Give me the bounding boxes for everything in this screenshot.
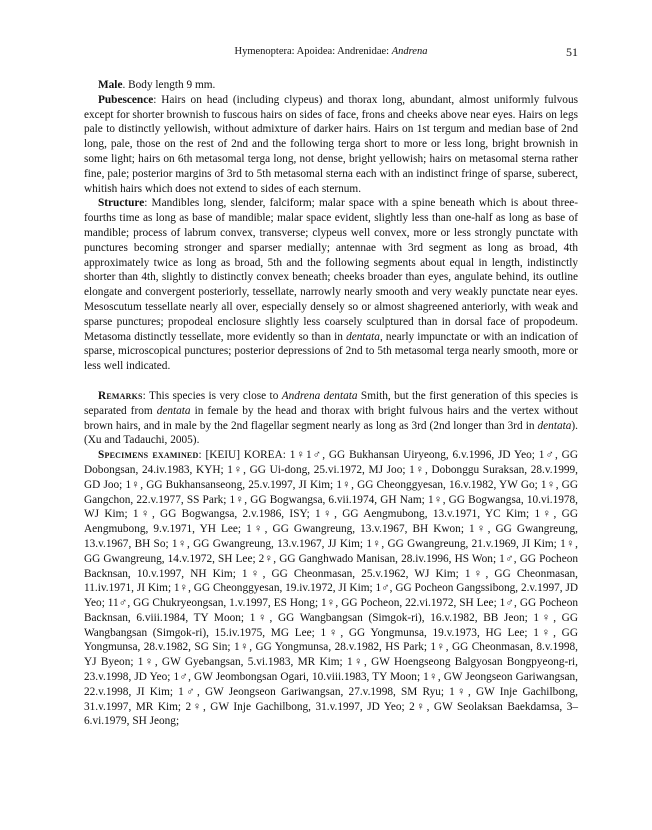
male-label: Male xyxy=(98,79,123,91)
page-number: 51 xyxy=(566,45,578,59)
header-genus: Andrena xyxy=(391,46,428,57)
structure-text-1: : Mandibles long, slender, falciform; malar space with a spine beneath which is about three-fourths time as long as base of mandible; malar space evident, slightly less than one-half as long as base of mandible; process of labrum convex, transverse; clypeus well convex, more or less strongly punctate with punctures becoming stronger and sparser medially; antennae with 3rd segment as long as broad, 4th approximately twice as long as broad, 5th and the following segments about equal in length, indistinctly shorter than 4th, slightly to distinctly convex beneath; cheeks broader than eyes, angulate behind, its outline elongate and convergent posteriorly, tessellate, narrowly nearly smooth and very weakly punctate near eyes. Mesoscutum tessellate nearly all over, especially densely so or almost shagreened anteriorly, with weak and sparse punctures; propodeal enclosure slightly less coarsely sculptured than in dorsal face of propodeum. Metasoma distinctly tessellate, more evidently so than in xyxy=(84,197,578,343)
structure-paragraph xyxy=(84,196,578,374)
pubescence-text: : Hairs on head (including clypeus) and thorax long, abundant, almost uniformly fulvous except for shorter brownish to fuscous hairs on sides of face, frons and cheeks above near eyes. Hairs on legs pale to distinctly yellowish, without admixture of darker hairs. Hairs on 1st tergum and median base of 2nd long, pale, those on the rest of 2nd and the following terga short to more or less long, bright brownish in some light; hairs on 6th metasomal terga long, not dense, bright yellowish; hairs on metasomal sterna rather fine, pale; posterior margins of 3rd to 5th metasomal sterna each with an indistinct fringe of sparse, suberect, whitish hairs which does not extend to sides of each sternum. xyxy=(84,93,578,195)
remarks-species-3: dentata xyxy=(537,419,572,432)
specimens-label: Specimens examined xyxy=(98,449,199,462)
header-title xyxy=(84,46,578,57)
remarks-paragraph xyxy=(84,389,578,448)
remarks-text-1: : This species is very close to xyxy=(142,389,282,402)
remarks-species-1: Andrena dentata xyxy=(281,389,358,402)
pubescence-label: Pubescence xyxy=(98,93,154,106)
structure-italic-1: dentata xyxy=(346,330,380,343)
male-text: . Body length 9 mm. xyxy=(122,79,216,91)
section-gap xyxy=(84,374,578,389)
page-body xyxy=(84,78,578,729)
remarks-text-2: Smith, but the first generation of this species is separated from xyxy=(84,389,578,417)
remarks-label: Remarks xyxy=(98,389,143,402)
structure-label: Structure xyxy=(98,197,145,210)
header-title-prefix: Hymenoptera: Apoidea: Andrenidae: xyxy=(234,46,392,57)
structure-text-2: , nearly impunctate or with an indication of sparse, microscopical punctures; posterior depressions of 2nd to 5th metasomal terga nearly smooth, more or less well indicated. xyxy=(84,330,578,373)
male-paragraph xyxy=(84,78,578,93)
remarks-species-2: dentata xyxy=(156,404,191,417)
running-header xyxy=(84,46,578,62)
remarks-text-3: in female by the head and thorax with bright fulvous hairs and the vertex without brown hairs, and in male by the 2nd flagellar segment nearly as long as 3rd (2nd longer than 3rd in xyxy=(84,404,578,432)
pubescence-paragraph xyxy=(84,93,578,197)
specimens-paragraph xyxy=(84,448,578,729)
specimens-text: : [KEIU] KOREA: 1♀1♂, GG Bukhansan Uiryeong, 6.v.1996, JD Yeo; 1♂, GG Dobongsan, 24.iv.1983, KYH; 1♀, GG Ui-dong, 25.vi.1972, MJ Joo; 1♀, Dobonggu Suraksan, 28.v.1999, GD Joo; 1♀, GG Bukhansanseong, 25.v.1997, JI Kim; 1♀, GG Cheonggyesan, 16.v.1982, YW Go; 1♀, GG Gangchon, 22.v.1977, SS Park; 1♀, GG Bogwangsa, 6.vii.1974, GH Nam; 1♀, GG Bogwangsa, 10.vi.1978, WJ Kim; 1♀, GG Bogwangsa, 2.v.1986, ISY; 1♀, GG Aengmubong, 13.v.1971, YC Kim; 1♀, GG Aengmubong, 9.v.1971, YH Lee; 1♀, GG Gwangreung, 13.v.1967, BH Kwon; 1♀, GG Gwangreung, 13.v.1967, BH So; 1♀, GG Gwangreung, 13.v.1967, JJ Kim; 1♀, GG Gwangreung, 21.v.1969, JI Kim; 1♀, GG Gwangreung, 14.v.1972, SH Lee; 2♀, GG Ganghwado Manisan, 28.iv.1996, HS Won; 1♂, GG Pocheon Backnsan, 10.v.1997, NH Kim; 1♀, GG Cheonmasan, 25.v.1962, WJ Kim; 1♀, GG Cheonmasan, 11.iv.1971, JI Kim; 1♀, GG Cheonggyesan, 19.iv.1972, JI Kim; 1♂, GG Pocheon Gangssibong, 2.v.1997, JD Yeo; 11♂, GG Chukryeongsan, 1.v.1997, ES Hong; 1♀, GG Pocheon, 22.vi.1972, SH Lee; 1♂, GG Pocheon Backnsan, 6.viii.1984, TY Moon; 1♀, GG Wangbangsan (Simgok-ri), 16.v.1982, BB Jeon; 1♀, GG Wangbangsan (Simgok-ri), 15.iv.1975, MG Lee; 1♀, GG Yongmunsa, 19.v.1973, HG Lee; 1♀, GG Yongmunsa, 28.v.1982, SG Sin; 1♀, GG Yongmunsa, 28.v.1982, HS Park; 1♀, GG Cheonmasan, 8.v.1998, YJ Byeon; 1♀, GW Gyebangsan, 5.vi.1983, MR Kim; 1♀, GW Hoengseong Balgyosan Bongpyeong-ri, 23.v.1998, JD Yeo; 1♂, GW Jeombongsan Ogari, 10.viii.1983, TY Moon; 1♀, GW Jeongseon Gariwangsan, 22.v.1998, JI Kim; 1♂, GW Jeongseon Gariwangsan, 27.v.1998, SM Ryu; 1♀, GW Inje Gachilbong, 31.v.1997, MR Kim; 2♀, GW Inje Gachilbong, 31.v.1997, JD Yeo; 2♀, GW Seolaksan Baekdamsa, 3–6.vi.1979, SH Jeong; xyxy=(84,449,578,728)
remarks-text-4: ). (Xu and Tadauchi, 2005). xyxy=(84,419,578,447)
